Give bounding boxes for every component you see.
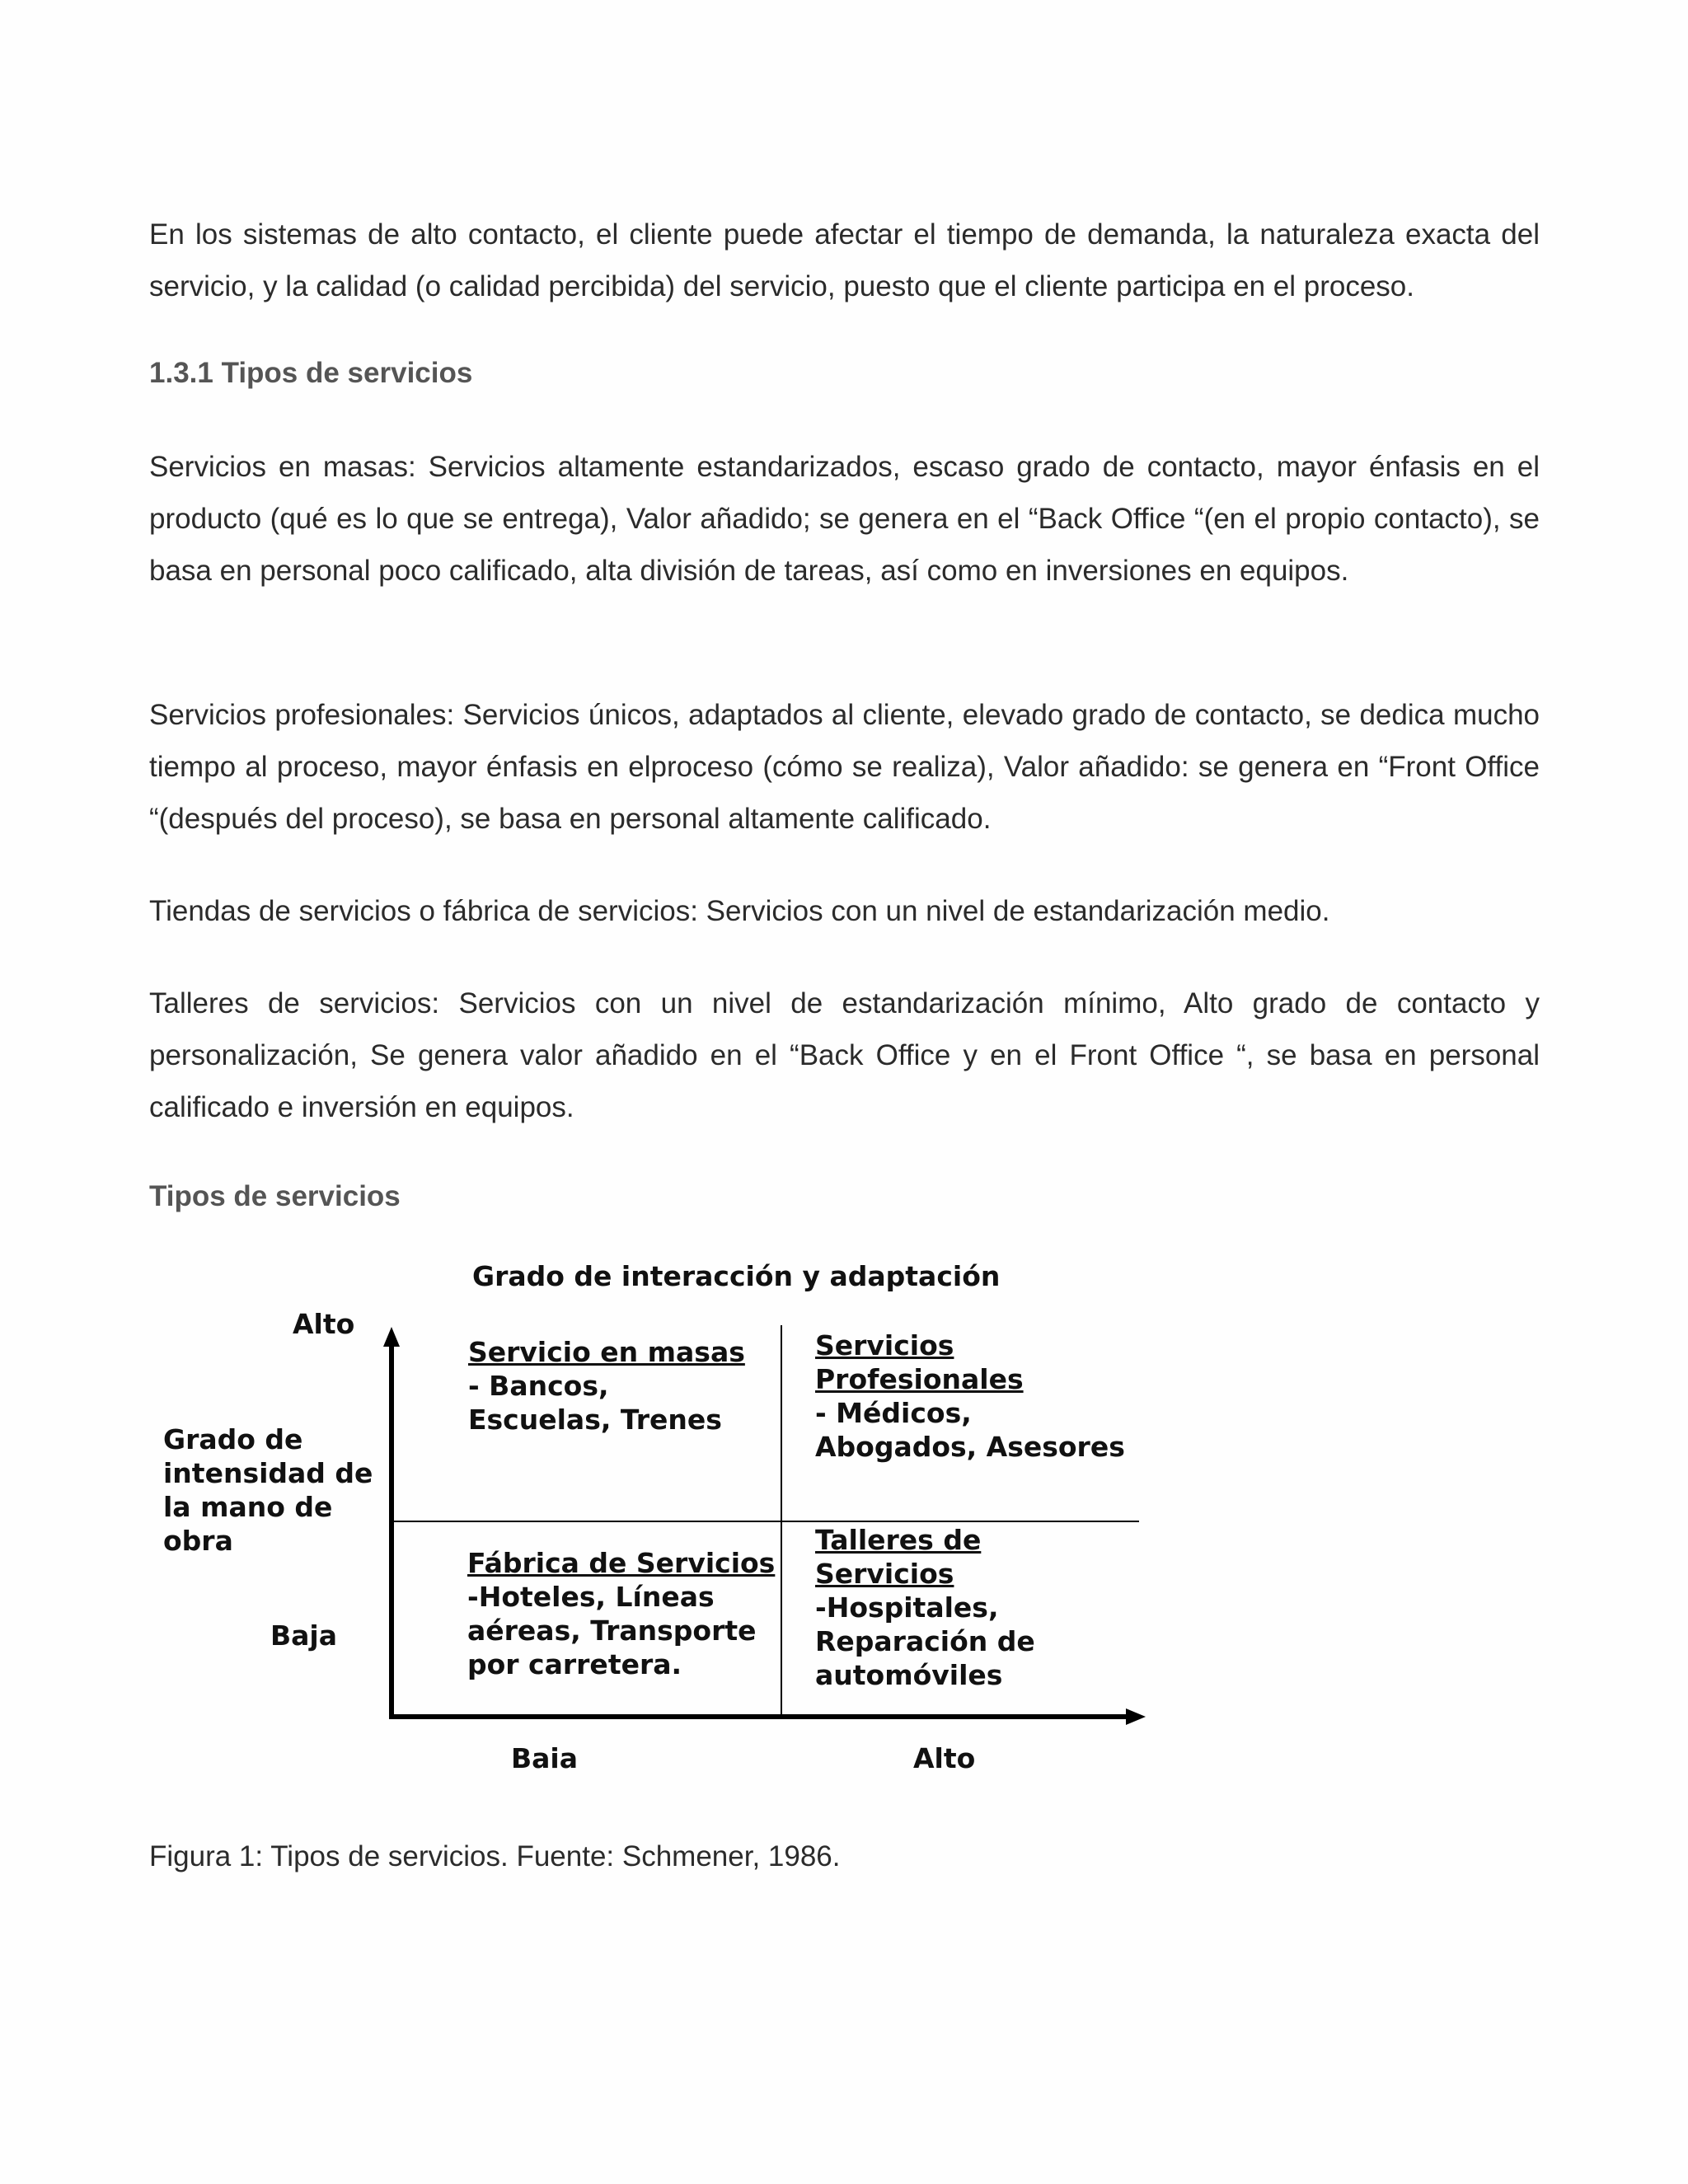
quadrant-mass-services: Servicio en masas - Bancos, Escuelas, Trenes (468, 1336, 745, 1436)
y-axis-arrow (383, 1327, 400, 1347)
x-axis-high-label: Alto (913, 1742, 976, 1774)
service-types-matrix (157, 1261, 1179, 1788)
paragraph-mass-services: Servicios en masas: Servicios altamente estandarizados, escaso grado de contacto, mayor énfasis en el producto (qué es lo que se entrega), Valor añadido; se genera en el “Back Office “(en el propio contacto), se basa en personal poco calificado, alta división de tareas, así como en inversiones en equipos. (149, 451, 1540, 587)
quadrant-professional-services: Servicios Profesionales - Médicos, Abogados, Asesores (815, 1329, 1125, 1463)
paragraph-service-shops: Tiendas de servicios o fábrica de servicios: Servicios con un nivel de estandarización medio. (149, 895, 1330, 927)
figure-caption: Figura 1: Tipos de servicios. Fuente: Schmener, 1986. (149, 1840, 841, 1872)
y-axis-low-label: Baja (270, 1619, 338, 1652)
section-heading: 1.3.1 Tipos de servicios (149, 357, 473, 389)
paragraph-intro: En los sistemas de alto contacto, el cliente puede afectar el tiempo de demanda, la naturaleza exacta del servicio, y la calidad (o calidad percibida) del servicio, puesto que el cliente participa en el proceso. (149, 218, 1540, 302)
paragraph-professional-services: Servicios profesionales: Servicios únicos, adaptados al cliente, elevado grado de contacto, se dedica mucho tiempo al proceso, mayor énfasis en elproceso (cómo se realiza), Valor añadido: se genera en “Front Office “(después del proceso), se basa en personal altamente calificado. (149, 699, 1540, 835)
y-axis-high-label: Alto (293, 1308, 355, 1340)
x-axis-low-label: Baia (511, 1742, 579, 1774)
x-axis-arrow (1126, 1708, 1146, 1725)
figure-heading: Tipos de servicios (149, 1180, 401, 1212)
y-axis-title: Grado de intensidad de la mano de obra (163, 1423, 373, 1557)
paragraph-service-workshops: Talleres de servicios: Servicios con un nivel de estandarización mínimo, Alto grado de contacto y personalización, Se genera valor añadido en el “Back Office y en el Front Office “, se basa en personal calificado e inversión en equipos. (149, 987, 1540, 1123)
x-axis-title: Grado de interacción y adaptación (472, 1260, 1001, 1292)
quadrant-service-workshops: Talleres de Servicios -Hospitales, Reparación de automóviles (815, 1524, 1035, 1691)
quadrant-service-factory: Fábrica de Servicios -Hoteles, Líneas aéreas, Transporte por carretera. (467, 1547, 776, 1680)
